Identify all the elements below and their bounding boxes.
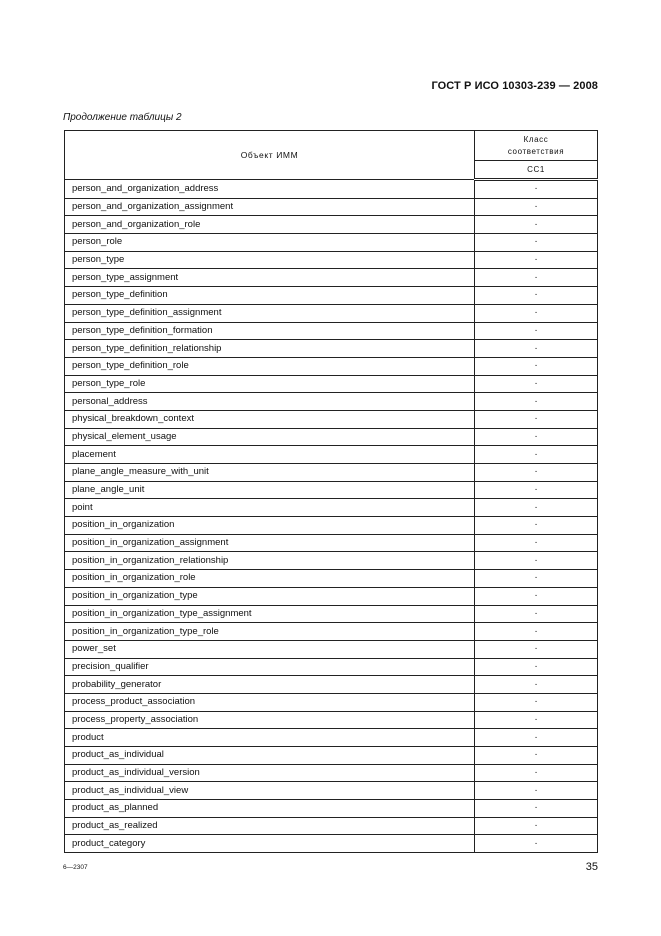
- conformance-mark-cell: ·: [475, 676, 598, 694]
- table-row: [65, 251, 598, 269]
- object-name-cell: physical_element_usage: [65, 428, 475, 446]
- table-row: [65, 517, 598, 535]
- table-row: [65, 605, 598, 623]
- sheet-code: 6—2307: [63, 864, 88, 871]
- table-row: [65, 340, 598, 358]
- table-row: [65, 693, 598, 711]
- object-name-cell: plane_angle_unit: [65, 481, 475, 499]
- conformance-mark-cell: ·: [475, 817, 598, 835]
- table-row: [65, 410, 598, 428]
- conformance-mark-cell: ·: [475, 835, 598, 853]
- table-row: [65, 393, 598, 411]
- table-row: [65, 269, 598, 287]
- object-name-cell: plane_angle_measure_with_unit: [65, 464, 475, 482]
- conformance-mark-cell: ·: [475, 269, 598, 287]
- object-name-cell: precision_qualifier: [65, 658, 475, 676]
- column-header-class-line2: соответствия: [507, 146, 565, 156]
- conformance-mark-cell: ·: [475, 693, 598, 711]
- conformance-mark-cell: ·: [475, 570, 598, 588]
- table-row: [65, 552, 598, 570]
- column-header-cc1: CC1: [475, 161, 598, 180]
- table-row: [65, 747, 598, 765]
- table-row: [65, 764, 598, 782]
- object-name-cell: process_property_association: [65, 711, 475, 729]
- table-row: [65, 676, 598, 694]
- object-name-cell: person_type_definition_role: [65, 357, 475, 375]
- conformance-mark-cell: ·: [475, 304, 598, 322]
- object-name-cell: position_in_organization_role: [65, 570, 475, 588]
- table-row: [65, 534, 598, 552]
- object-name-cell: product_as_realized: [65, 817, 475, 835]
- conformance-mark-cell: ·: [475, 375, 598, 393]
- table-body: [65, 180, 598, 853]
- object-name-cell: person_type_role: [65, 375, 475, 393]
- conformance-mark-cell: ·: [475, 198, 598, 216]
- table-row: [65, 481, 598, 499]
- table-row: [65, 817, 598, 835]
- conformance-mark-cell: ·: [475, 340, 598, 358]
- conformance-mark-cell: ·: [475, 587, 598, 605]
- conformance-mark-cell: ·: [475, 180, 598, 199]
- table-row: [65, 357, 598, 375]
- table-row: [65, 800, 598, 818]
- object-name-cell: product: [65, 729, 475, 747]
- object-name-cell: position_in_organization_relationship: [65, 552, 475, 570]
- table-row: [65, 623, 598, 641]
- conformance-mark-cell: ·: [475, 764, 598, 782]
- table-caption: Продолжение таблицы 2: [63, 112, 182, 123]
- table-row: [65, 216, 598, 234]
- table-row: [65, 464, 598, 482]
- table-row: [65, 446, 598, 464]
- object-name-cell: person_and_organization_role: [65, 216, 475, 234]
- table-row: [65, 499, 598, 517]
- conformance-mark-cell: ·: [475, 800, 598, 818]
- conformance-mark-cell: ·: [475, 534, 598, 552]
- column-header-class: [475, 131, 598, 161]
- object-name-cell: person_type_definition_relationship: [65, 340, 475, 358]
- table-row: [65, 234, 598, 252]
- object-name-cell: position_in_organization_type_role: [65, 623, 475, 641]
- table-row: [65, 570, 598, 588]
- conformance-mark-cell: ·: [475, 464, 598, 482]
- object-name-cell: position_in_organization_type: [65, 587, 475, 605]
- column-header-class-line1: Класс: [523, 134, 549, 144]
- object-name-cell: person_type_definition_formation: [65, 322, 475, 340]
- table-row: [65, 587, 598, 605]
- object-name-cell: person_and_organization_assignment: [65, 198, 475, 216]
- conformance-mark-cell: ·: [475, 605, 598, 623]
- conformance-mark-cell: ·: [475, 446, 598, 464]
- conformance-mark-cell: ·: [475, 428, 598, 446]
- table-row: [65, 711, 598, 729]
- conformance-mark-cell: ·: [475, 481, 598, 499]
- object-name-cell: position_in_organization_assignment: [65, 534, 475, 552]
- table-row: [65, 729, 598, 747]
- conformance-mark-cell: ·: [475, 782, 598, 800]
- object-name-cell: probability_generator: [65, 676, 475, 694]
- conformance-mark-cell: ·: [475, 658, 598, 676]
- object-name-cell: position_in_organization: [65, 517, 475, 535]
- object-name-cell: person_and_organization_address: [65, 180, 475, 199]
- object-name-cell: power_set: [65, 640, 475, 658]
- table-row: [65, 198, 598, 216]
- table-row: [65, 658, 598, 676]
- object-name-cell: product_as_planned: [65, 800, 475, 818]
- conformance-mark-cell: ·: [475, 410, 598, 428]
- object-name-cell: product_as_individual: [65, 747, 475, 765]
- conformance-mark-cell: ·: [475, 251, 598, 269]
- table-row: [65, 304, 598, 322]
- object-name-cell: product_category: [65, 835, 475, 853]
- object-name-cell: point: [65, 499, 475, 517]
- table-row: [65, 375, 598, 393]
- table-row: [65, 322, 598, 340]
- object-name-cell: position_in_organization_type_assignment: [65, 605, 475, 623]
- conformance-mark-cell: ·: [475, 729, 598, 747]
- object-name-cell: person_type: [65, 251, 475, 269]
- conformance-mark-cell: ·: [475, 357, 598, 375]
- table-row: [65, 782, 598, 800]
- conformance-table: [64, 130, 598, 853]
- object-name-cell: product_as_individual_version: [65, 764, 475, 782]
- conformance-mark-cell: ·: [475, 640, 598, 658]
- conformance-mark-cell: ·: [475, 747, 598, 765]
- table-row: [65, 428, 598, 446]
- table-row: [65, 835, 598, 853]
- object-name-cell: person_role: [65, 234, 475, 252]
- table-row: [65, 640, 598, 658]
- conformance-mark-cell: ·: [475, 517, 598, 535]
- conformance-mark-cell: ·: [475, 322, 598, 340]
- conformance-mark-cell: ·: [475, 499, 598, 517]
- object-name-cell: personal_address: [65, 393, 475, 411]
- object-name-cell: process_product_association: [65, 693, 475, 711]
- conformance-mark-cell: ·: [475, 287, 598, 305]
- conformance-mark-cell: ·: [475, 552, 598, 570]
- table-row: [65, 180, 598, 199]
- object-name-cell: person_type_definition: [65, 287, 475, 305]
- conformance-mark-cell: ·: [475, 393, 598, 411]
- object-name-cell: product_as_individual_view: [65, 782, 475, 800]
- standard-code: ГОСТ Р ИСО 10303-239 — 2008: [431, 80, 598, 92]
- object-name-cell: person_type_definition_assignment: [65, 304, 475, 322]
- object-name-cell: placement: [65, 446, 475, 464]
- page-number: 35: [585, 861, 598, 873]
- object-name-cell: person_type_assignment: [65, 269, 475, 287]
- conformance-mark-cell: ·: [475, 234, 598, 252]
- object-name-cell: physical_breakdown_context: [65, 410, 475, 428]
- conformance-mark-cell: ·: [475, 216, 598, 234]
- table-row: [65, 287, 598, 305]
- conformance-mark-cell: ·: [475, 623, 598, 641]
- conformance-mark-cell: ·: [475, 711, 598, 729]
- column-header-object: Объект ИММ: [65, 131, 475, 180]
